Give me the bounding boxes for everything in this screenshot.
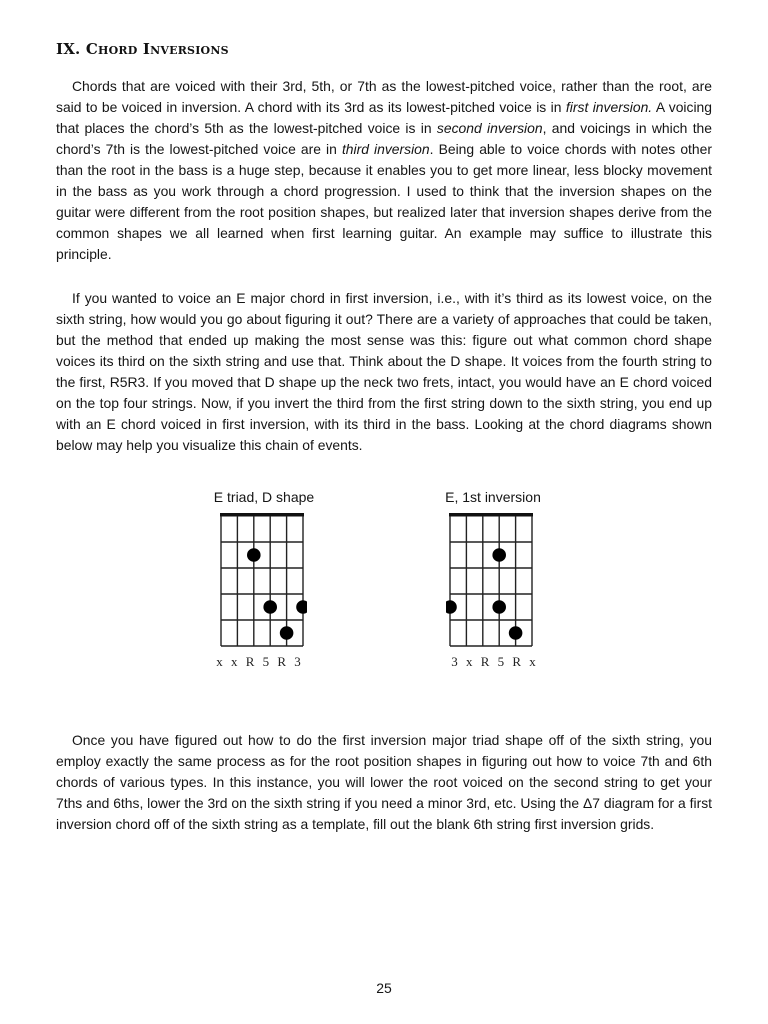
paragraph-inversions-intro xyxy=(56,76,712,265)
p1-text-g: . Being able to voice chords with notes other than the root in the bass is a huge step, because it enables you to get more linear, less blocky movement in the bass as you work through a chord progression. I used to think that the inversion shapes on the guitar were different from the root position shapes, but realized later that inversion shapes derive from the common shapes we all learned when first learning guitar. An example may suffice to illustrate this principle. xyxy=(56,141,712,262)
chord-diagram-title: E, 1st inversion xyxy=(445,489,541,505)
chord-finger-dot xyxy=(280,626,294,640)
paragraph-e-major-example: If you wanted to voice an E major chord in first inversion, i.e., with it’s third as its lowest voice, on the sixth string, how would you go about figuring it out? There are a variety of approaches that could be taken, but the method that ended up making the most sense was this: figure out what common chord shape voices its third on the sixth string and use that. Think about the D shape. It voices from the fourth string to the first, R5R3. If you moved that D shape up the neck two frets, intact, you would have an E chord voiced on the top four strings. Now, if you invert the third from the first string down to the sixth string, you end up with an E chord voiced in first inversion, with its third in the bass. Looking at the chord diagrams shown below may help you visualize this chain of events. xyxy=(56,290,712,453)
chord-finger-dot xyxy=(492,548,506,562)
chord-finger-dot xyxy=(247,548,261,562)
chord-finger-dot xyxy=(263,600,277,614)
paragraph-first-inversion-process: Once you have figured out how to do the first inversion major triad shape off of the sixth string, you employ exactly the same process as for the root position shapes in figuring out how to voice 7th and 6th chords of various types. In this instance, you will lower the root voiced on the second string to get your 7ths and 6ths, lower the 3rd on the sixth string if you need a minor 3rd, etc. Using the Δ7 diagram for a first inversion chord off of the sixth string as a template, fill out the blank 6th string first inversion grids. xyxy=(56,732,712,832)
page-number: 25 xyxy=(376,980,392,996)
p1-term-third-inversion: third inversion xyxy=(341,141,430,157)
p1-text-a: Chords that are voiced with their 3rd, 5th, or 7th as the lowest-pitched voice, rather than the root, are said to be voiced in inversion. A chord with its 3rd as its lowest-pitched voice is in xyxy=(56,78,712,115)
chord-diagram-title: E triad, D shape xyxy=(213,489,315,505)
p1-text-c: A voicing that places the chord’s 5th as the lowest-pitched voice is in xyxy=(56,99,712,136)
chord-finger-dot xyxy=(446,600,457,614)
chord-finger-dot xyxy=(509,626,523,640)
chord-diagram-e-triad-d-shape xyxy=(217,513,307,649)
chord-nut xyxy=(449,513,533,517)
p1-term-second-inversion: second inversion xyxy=(436,120,543,136)
p1-term-first-inversion: first inversion. xyxy=(565,99,653,115)
chord-finger-dot xyxy=(492,600,506,614)
chord-nut xyxy=(220,513,304,517)
section-heading: IX. Chord Inversions xyxy=(56,40,229,58)
p1-text-e: , and voicings in which the chord’s 7th is the lowest-pitched voice are in xyxy=(56,120,713,157)
chord-string-labels: x x R 5 R 3 xyxy=(216,654,302,669)
chord-diagram-e-first-inversion xyxy=(446,513,536,649)
chord-finger-dot xyxy=(296,600,307,614)
chord-string-labels: 3 x R 5 R x xyxy=(451,654,537,669)
